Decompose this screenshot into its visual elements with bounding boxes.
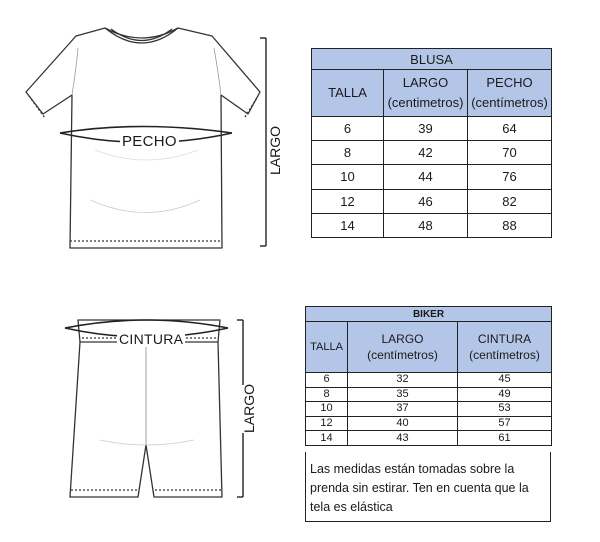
blusa-cell-largo: 39 — [384, 117, 468, 141]
table-row — [312, 117, 552, 141]
biker-header-cintura-line1: CINTURA — [477, 332, 532, 346]
blusa-cell-pecho: 82 — [468, 189, 552, 213]
table-row — [312, 213, 552, 237]
blusa-header-talla: TALLA — [312, 70, 384, 117]
shorts-length-label: LARGO — [241, 383, 257, 433]
biker-cell-talla: 8 — [306, 387, 348, 402]
blusa-cell-largo: 46 — [384, 189, 468, 213]
biker-cell-cintura: 53 — [458, 402, 552, 417]
biker-cell-talla: 10 — [306, 402, 348, 417]
biker-cell-largo: 35 — [348, 387, 458, 402]
biker-header-largo-line2: (centímetros) — [367, 348, 438, 362]
blusa-header-largo-line2: (centimetros) — [387, 95, 464, 110]
blusa-header-pecho-line1: PECHO — [486, 75, 533, 90]
blusa-title: BLUSA — [312, 49, 552, 70]
blusa-cell-talla: 12 — [312, 189, 384, 213]
blusa-cell-largo: 48 — [384, 213, 468, 237]
biker-cell-largo: 32 — [348, 373, 458, 388]
table-row — [306, 402, 552, 417]
biker-cell-talla: 6 — [306, 373, 348, 388]
table-row — [306, 373, 552, 388]
biker-cell-talla: 12 — [306, 416, 348, 431]
table-row — [306, 431, 552, 446]
table-row — [306, 416, 552, 431]
blusa-cell-talla: 6 — [312, 117, 384, 141]
biker-cell-largo: 43 — [348, 431, 458, 446]
shirt-length-label: LARGO — [267, 125, 283, 175]
biker-header-cintura — [458, 322, 552, 373]
biker-header-cintura-line2: (centímetros) — [469, 348, 540, 362]
biker-cell-cintura: 61 — [458, 431, 552, 446]
blusa-cell-talla: 10 — [312, 165, 384, 189]
blusa-header-pecho-line2: (centímetros) — [471, 95, 548, 110]
biker-size-table — [305, 306, 552, 446]
blusa-size-table — [311, 48, 552, 238]
blusa-cell-talla: 14 — [312, 213, 384, 237]
biker-cell-cintura: 57 — [458, 416, 552, 431]
biker-header-largo — [348, 322, 458, 373]
biker-cell-cintura: 49 — [458, 387, 552, 402]
biker-cell-talla: 14 — [306, 431, 348, 446]
blusa-cell-largo: 42 — [384, 141, 468, 165]
table-row — [306, 387, 552, 402]
blusa-cell-pecho: 76 — [468, 165, 552, 189]
biker-title: BIKER — [306, 307, 552, 322]
table-row — [312, 141, 552, 165]
biker-header-largo-line1: LARGO — [381, 332, 424, 346]
blusa-cell-pecho: 64 — [468, 117, 552, 141]
blusa-cell-pecho: 70 — [468, 141, 552, 165]
blusa-cell-talla: 8 — [312, 141, 384, 165]
biker-cell-largo: 37 — [348, 402, 458, 417]
blusa-cell-largo: 44 — [384, 165, 468, 189]
biker-header-talla: TALLA — [306, 322, 348, 373]
blusa-cell-pecho: 88 — [468, 213, 552, 237]
blusa-header-largo-line1: LARGO — [402, 75, 449, 90]
shorts-waist-label: CINTURA — [119, 331, 184, 347]
blusa-header-pecho — [468, 70, 552, 117]
blusa-header-largo — [384, 70, 468, 117]
biker-cell-largo: 40 — [348, 416, 458, 431]
biker-measurement-note: Las medidas están tomadas sobre la prenda sin estirar. Ten en cuenta que la tela es elástica — [305, 452, 551, 522]
biker-cell-cintura: 45 — [458, 373, 552, 388]
shirt-chest-label: PECHO — [122, 133, 177, 150]
table-row — [312, 165, 552, 189]
table-row — [312, 189, 552, 213]
